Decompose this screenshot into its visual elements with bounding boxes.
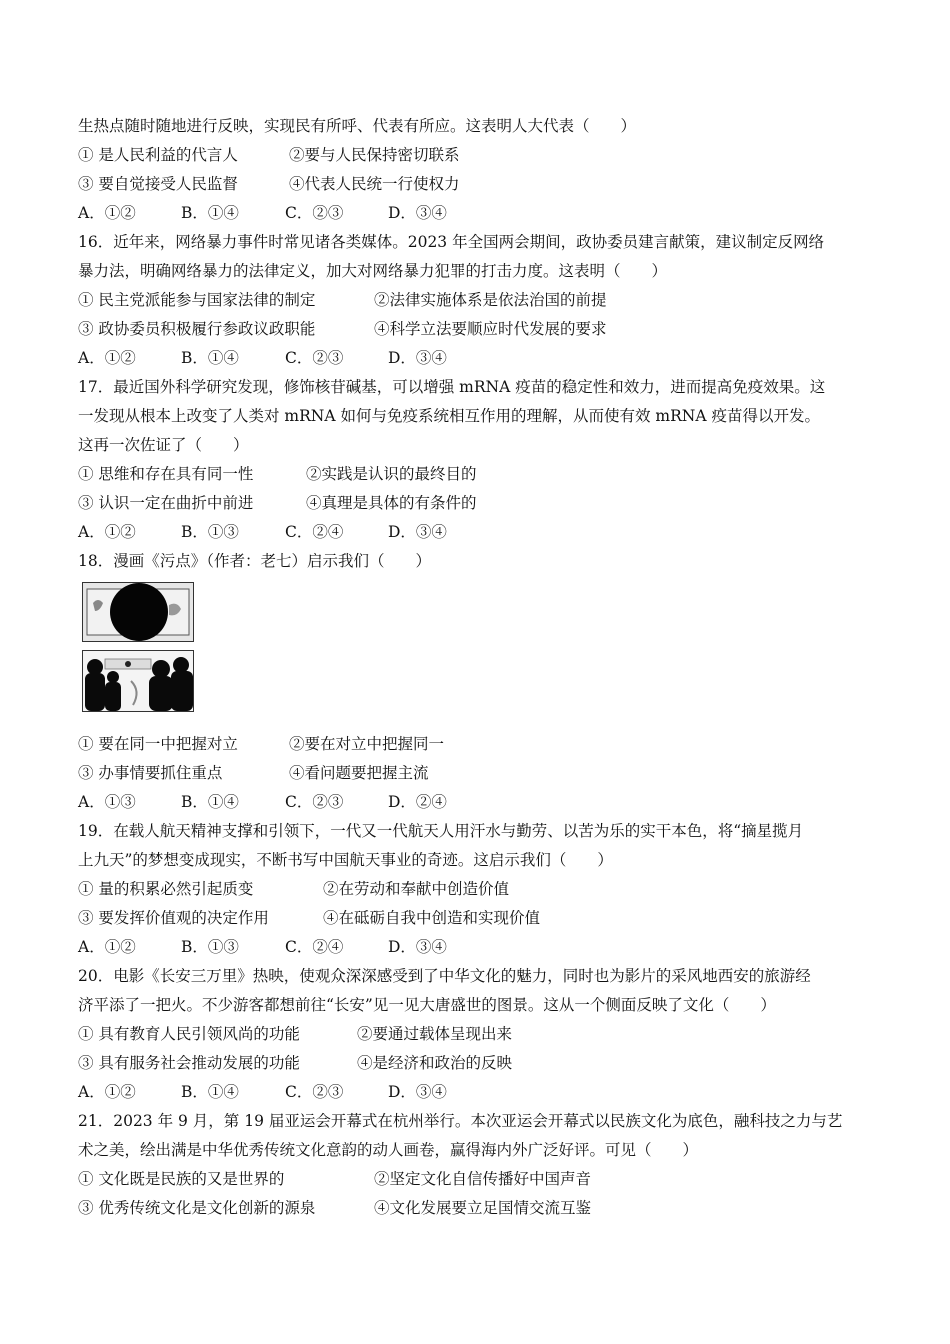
cartoon-panel-viewers [82, 650, 194, 712]
q16-answer-b: B．①④ [181, 349, 239, 367]
q16-answer-c: C．②③ [285, 349, 344, 367]
stain-illustration [83, 583, 193, 641]
q18-answer-c: C．②③ [285, 793, 344, 811]
cartoon-panel-stain [82, 582, 194, 642]
q20-option-4: ④是经济和政治的反映 [357, 1054, 513, 1072]
q15-answer-d: D．③④ [388, 204, 447, 222]
q17-stem-line-1: 17．最近国外科学研究发现，修饰核苷碱基，可以增强 mRNA 疫苗的稳定性和效力，进而提高免疫效果。这 [78, 378, 826, 396]
q16-stem-line-2: 暴力法，明确网络暴力的法律定义，加大对网络暴力犯罪的打击力度。这表明（ ） [78, 262, 668, 280]
q17-option-1: ① 思维和存在具有同一性 [78, 465, 254, 483]
q20-answer-b: B．①④ [181, 1083, 239, 1101]
q18-option-4: ④看问题要把握主流 [289, 764, 429, 782]
q21-option-1: ① 文化既是民族的又是世界的 [78, 1170, 285, 1188]
q18-stem: 18．漫画《污点》（作者：老七）启示我们（ ） [78, 552, 431, 570]
q19-answer-c: C．②④ [285, 938, 344, 956]
viewers-illustration [83, 651, 193, 711]
q18-option-1: ① 要在同一中把握对立 [78, 735, 238, 753]
q19-option-1: ① 量的积累必然引起质变 [78, 880, 254, 898]
q18-answer-a: A．①③ [78, 793, 136, 811]
q18-option-3: ③ 办事情要抓住重点 [78, 764, 223, 782]
q16-stem-line-1: 16．近年来，网络暴力事件时常见诸各类媒体。2023 年全国两会期间，政协委员建言献策，建议制定反网络 [78, 233, 825, 251]
q20-option-2: ②要通过载体呈现出来 [357, 1025, 513, 1043]
q15-option-3: ③ 要自觉接受人民监督 [78, 175, 238, 193]
q18-option-2: ②要在对立中把握同一 [289, 735, 445, 753]
q16-answer-d: D．③④ [388, 349, 447, 367]
black-stain [110, 583, 168, 641]
q19-stem-line-2: 上九天”的梦想变成现实，不断书写中国航天事业的奇迹。这启示我们（ ） [78, 851, 613, 869]
q15-stem: 生热点随时随地进行反映，实现民有所呼、代表有所应。这表明人大代表（ ） [78, 117, 637, 135]
q19-answer-a: A．①② [78, 938, 136, 956]
q19-option-2: ②在劳动和奉献中创造价值 [323, 880, 510, 898]
q19-answer-d: D．③④ [388, 938, 447, 956]
q20-stem-line-2: 济平添了一把火。不少游客都想前往“长安”见一见大唐盛世的图景。这从一个侧面反映了文化（ ） [78, 996, 776, 1014]
brush-stroke [131, 681, 137, 705]
q15-option-1: ① 是人民利益的代言人 [78, 146, 238, 164]
q21-stem-line-1: 21．2023 年 9 月，第 19 届亚运会开幕式在杭州举行。本次亚运会开幕式以民族文化为底色，融科技之力与艺 [78, 1112, 843, 1130]
q20-option-3: ③ 具有服务社会推动发展的功能 [78, 1054, 300, 1072]
q21-stem-line-2: 术之美，绘出满是中华优秀传统文化意韵的动人画卷，赢得海内外广泛好评。可见（ ） [78, 1141, 699, 1159]
q21-option-3: ③ 优秀传统文化是文化创新的源泉 [78, 1199, 316, 1217]
q16-option-2: ②法律实施体系是依法治国的前提 [374, 291, 607, 309]
q20-answer-c: C．②③ [285, 1083, 344, 1101]
q18-answer-b: B．①④ [181, 793, 239, 811]
q15-answer-a: A．①② [78, 204, 136, 222]
q19-answer-b: B．①③ [181, 938, 239, 956]
q15-option-4: ④代表人民统一行使权力 [289, 175, 460, 193]
q19-stem-line-1: 19．在载人航天精神支撑和引领下，一代又一代航天人用汗水与勤劳、以苦为乐的实干本色，将“摘星揽月 [78, 822, 804, 840]
q21-option-4: ④文化发展要立足国情交流互鉴 [374, 1199, 592, 1217]
q20-option-1: ① 具有教育人民引领风尚的功能 [78, 1025, 300, 1043]
q15-option-2: ②要与人民保持密切联系 [289, 146, 460, 164]
q17-answer-b: B．①③ [181, 523, 239, 541]
q17-stem-line-2: 一发现从根本上改变了人类对 mRNA 如何与免疫系统相互作用的理解，从而使有效 mRNA 疫苗得以开发。 [78, 407, 820, 425]
small-spot [125, 661, 131, 667]
q19-option-3: ③ 要发挥价值观的决定作用 [78, 909, 269, 927]
q17-option-4: ④真理是具体的有条件的 [306, 494, 477, 512]
q16-option-1: ① 民主党派能参与国家法律的制定 [78, 291, 316, 309]
q17-option-2: ②实践是认识的最终目的 [306, 465, 477, 483]
q15-answer-b: B．①④ [181, 204, 239, 222]
q18-answer-d: D．②④ [388, 793, 447, 811]
q20-answer-a: A．①② [78, 1083, 136, 1101]
q17-answer-c: C．②④ [285, 523, 344, 541]
q17-stem-line-3: 这再一次佐证了（ ） [78, 436, 249, 454]
q17-option-3: ③ 认识一定在曲折中前进 [78, 494, 254, 512]
q17-answer-a: A．①② [78, 523, 136, 541]
q19-option-4: ④在砥砺自我中创造和实现价值 [323, 909, 541, 927]
q16-answer-a: A．①② [78, 349, 136, 367]
q16-option-3: ③ 政协委员积极履行参政议政职能 [78, 320, 316, 338]
q20-stem-line-1: 20．电影《长安三万里》热映，使观众深深感受到了中华文化的魅力，同时也为影片的采风地西安的旅游经 [78, 967, 811, 985]
q21-option-2: ②坚定文化自信传播好中国声音 [374, 1170, 592, 1188]
q16-option-4: ④科学立法要顺应时代发展的要求 [374, 320, 607, 338]
q17-answer-d: D．③④ [388, 523, 447, 541]
q20-answer-d: D．③④ [388, 1083, 447, 1101]
q15-answer-c: C．②③ [285, 204, 344, 222]
